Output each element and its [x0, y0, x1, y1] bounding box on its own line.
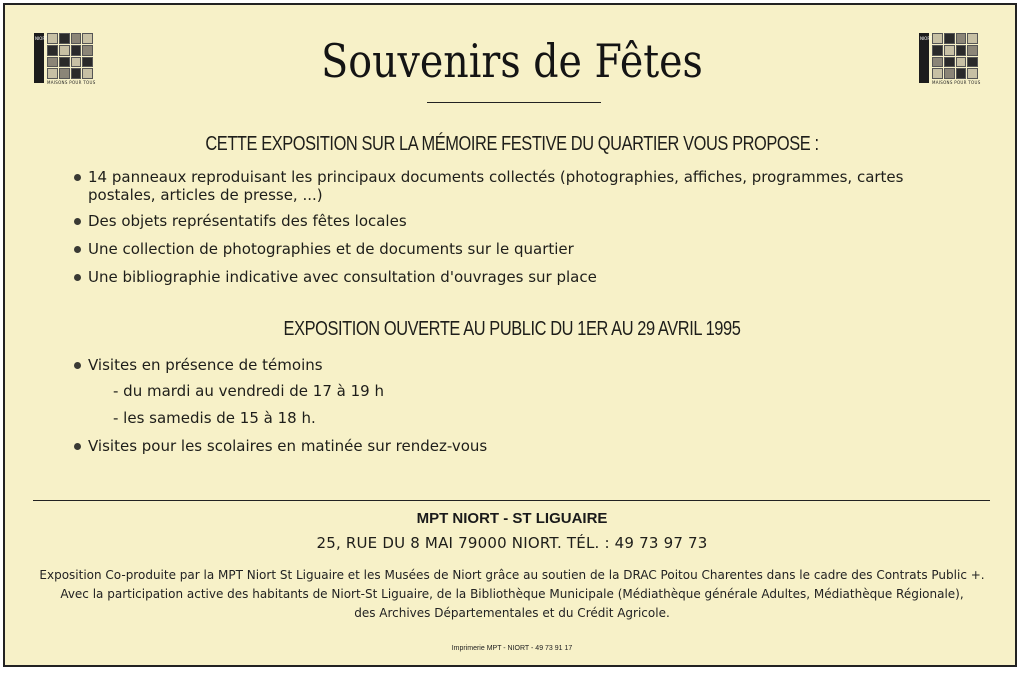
page-title: Souvenirs de Fêtes	[321, 34, 703, 88]
schools-list	[74, 437, 954, 455]
organizer-name: MPT NIORT - ST LIGUAIRE	[416, 510, 608, 527]
list-item: Des objets représentatifs des fêtes locales	[74, 212, 954, 230]
list-item: Visites en présence de témoins	[74, 356, 954, 374]
printer-note: Imprimerie MPT - NIORT - 49 73 91 17	[451, 645, 573, 652]
list-item: Une collection de photographies et de documents sur le quartier	[74, 240, 954, 258]
intro-heading: CETTE EXPOSITION SUR LA MÉMOIRE FESTIVE DU QUARTIER VOUS PROPOSE :	[205, 133, 819, 155]
visits-list	[74, 356, 954, 374]
visit-time-saturday: - les samedis de 15 à 18 h.	[113, 409, 316, 427]
logo-bar	[34, 33, 48, 83]
organizer-address: 25, RUE DU 8 MAI 79000 NIORT. TÉL. : 49 73 97 73	[316, 534, 708, 552]
logo-caption: MAISONS POUR TOUS	[932, 80, 981, 85]
visit-time-weekday: - du mardi au vendredi de 17 à 19 h	[113, 382, 384, 400]
intro-list	[74, 168, 954, 296]
logo-bar-text: NIORT	[920, 36, 933, 41]
logo-caption: MAISONS POUR TOUS	[47, 80, 96, 85]
logo-bar-text: NIORT	[35, 36, 48, 41]
credit-line: des Archives Départementales et du Crédit Agricole.	[354, 606, 670, 620]
credit-line: Avec la participation active des habitants de Niort-St Liguaire, de la Bibliothèque Municipale (Médiathèque générale Adultes, Médiathèque Régionale),	[60, 587, 964, 601]
list-item: Une bibliographie indicative avec consultation d'ouvrages sur place	[74, 268, 954, 286]
footer-divider	[33, 500, 990, 501]
list-item: Visites pour les scolaires en matinée sur rendez-vous	[74, 437, 954, 455]
credit-line: Exposition Co-produite par la MPT Niort St Liguaire et les Musées de Niort grâce au soutien de la DRAC Poitou Charentes dans le cadre des Contrats Public +.	[39, 568, 985, 582]
title-divider	[427, 102, 601, 103]
list-item: 14 panneaux reproduisant les principaux documents collectés (photographies, affiches, programmes, cartes postales, articles de presse, ...)	[74, 168, 954, 204]
opening-heading: EXPOSITION OUVERTE AU PUBLIC DU 1ER AU 29 AVRIL 1995	[283, 318, 741, 340]
